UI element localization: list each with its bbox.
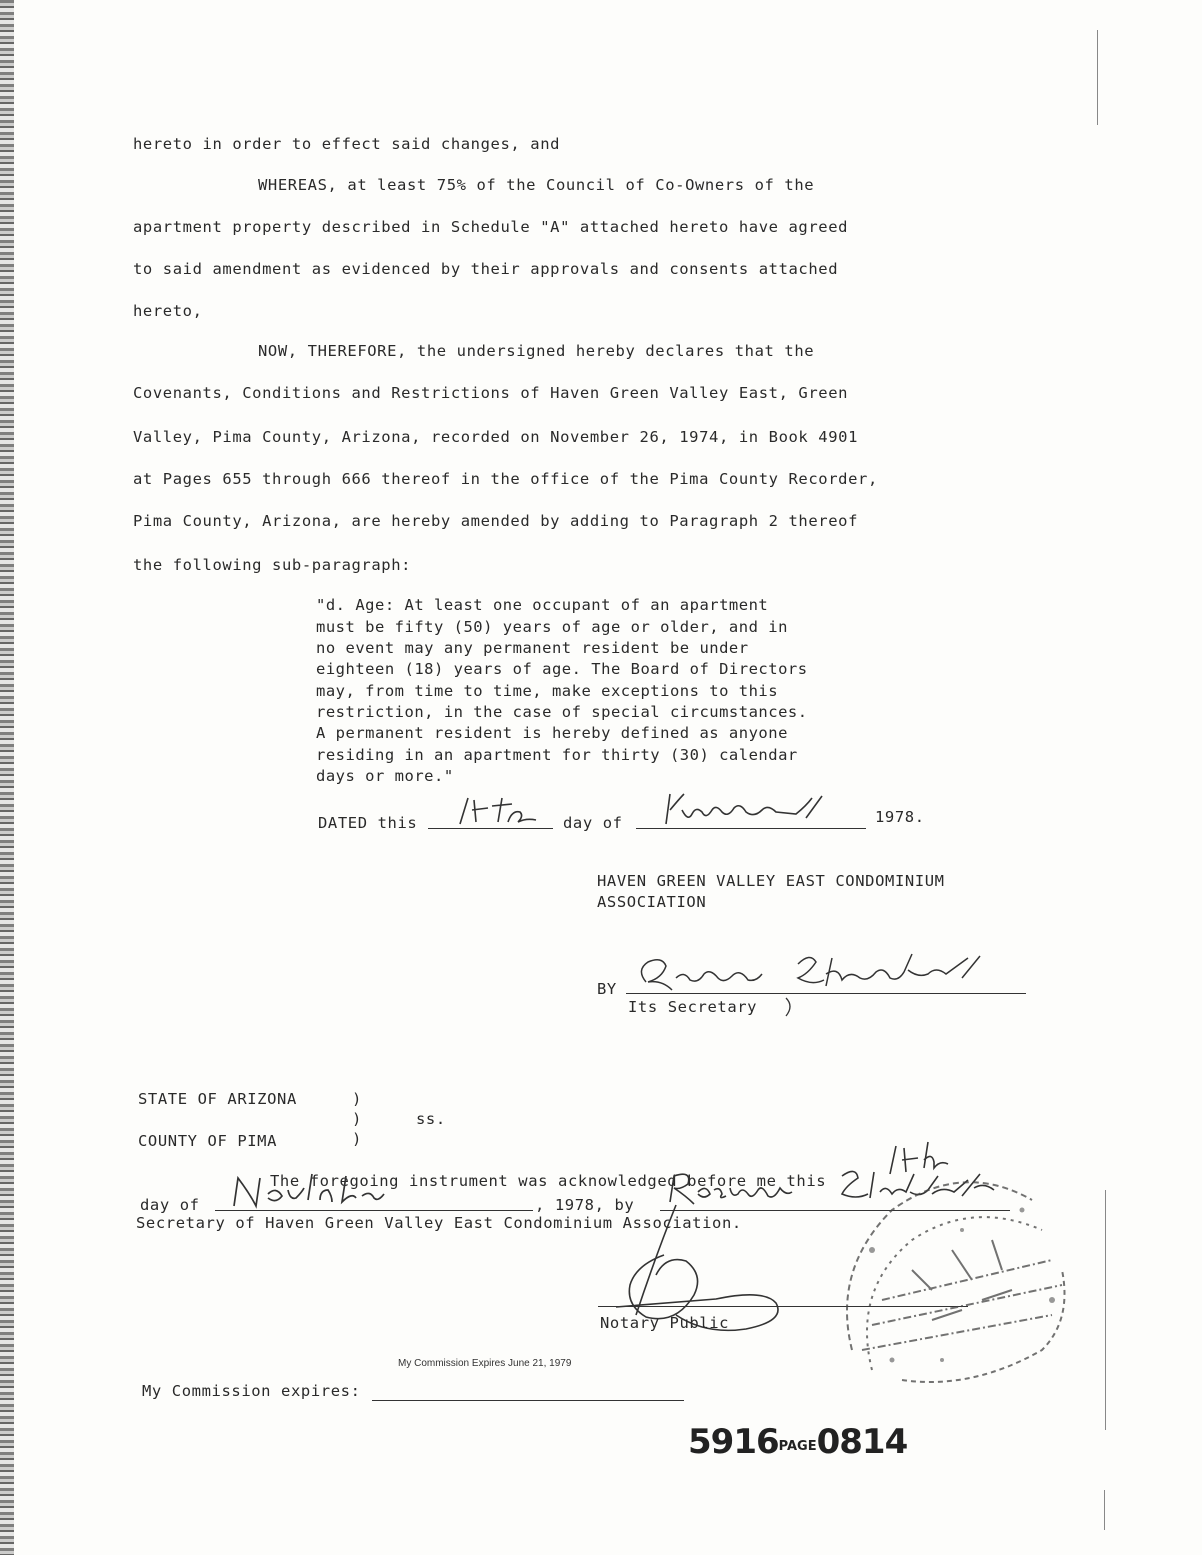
scan-mark	[1104, 1490, 1105, 1530]
book-number: 5916	[688, 1422, 779, 1462]
sub-paragraph-line: no event may any permanent resident be under	[316, 639, 749, 657]
paren: )	[352, 1110, 362, 1128]
dated-month-handwriting	[636, 788, 836, 828]
sub-paragraph-line: restriction, in the case of special circumstances.	[316, 703, 808, 721]
page-label: PAGE	[778, 1439, 817, 1454]
by-label: BY	[597, 980, 617, 998]
commission-label: My Commission expires:	[142, 1382, 361, 1400]
year-by: , 1978, by	[535, 1196, 635, 1214]
its-secretary: Its Secretary	[628, 998, 758, 1016]
sub-paragraph-line: "d. Age: At least one occupant of an apartment	[316, 596, 769, 614]
scan-mark	[1105, 1190, 1106, 1430]
now-therefore-line: Pima County, Arizona, are hereby amended by adding to Paragraph 2 thereof	[133, 512, 859, 530]
sub-paragraph-line: may, from time to time, make exceptions to this	[316, 682, 779, 700]
notary-month-handwriting	[228, 1170, 388, 1210]
secretary-line: Secretary of Haven Green Valley East Condominium Association.	[136, 1214, 742, 1232]
ss-label: ss.	[416, 1110, 446, 1128]
book-page-number	[688, 1422, 907, 1462]
scan-edge	[0, 0, 14, 1555]
body-line: hereto in order to effect said changes, and	[133, 135, 561, 153]
sub-paragraph-line: must be fifty (50) years of age or older, and in	[316, 618, 788, 636]
dated-prefix: DATED this	[318, 814, 418, 832]
commission-blank	[372, 1380, 684, 1401]
county-label: COUNTY OF PIMA	[138, 1132, 278, 1150]
paren: )	[352, 1090, 362, 1108]
page-number: 0814	[816, 1422, 908, 1462]
whereas-line: to said amendment as evidenced by their approvals and consents attached	[133, 260, 839, 278]
association-name-2: ASSOCIATION	[597, 893, 707, 911]
now-therefore-line: the following sub-paragraph:	[133, 556, 412, 574]
notary-public-label: Notary Public	[600, 1314, 730, 1332]
scan-mark	[1097, 30, 1098, 125]
state-label: STATE OF ARIZONA	[138, 1090, 297, 1108]
dated-day-handwriting	[440, 792, 560, 828]
acknowledgement-line: The foregoing instrument was acknowledged before me this	[270, 1172, 827, 1190]
whereas-line: apartment property described in Schedule "A" attached hereto have agreed	[133, 218, 849, 236]
sub-paragraph-line: A permanent resident is hereby defined as anyone	[316, 724, 788, 742]
whereas-line: WHEREAS, at least 75% of the Council of Co-Owners of the	[258, 176, 815, 194]
association-name: HAVEN GREEN VALLEY EAST CONDOMINIUM	[597, 872, 945, 890]
now-therefore-line: at Pages 655 through 666 thereof in the office of the Pima County Recorder,	[133, 470, 878, 488]
now-therefore-line: Covenants, Conditions and Restrictions of Haven Green Valley East, Green	[133, 384, 849, 402]
paren: )	[352, 1130, 362, 1148]
day-of-label: day of	[140, 1196, 200, 1214]
now-therefore-line: Valley, Pima County, Arizona, recorded on November 26, 1974, in Book 4901	[133, 428, 859, 446]
dated-year: 1978.	[875, 808, 925, 826]
now-therefore-line: NOW, THEREFORE, the undersigned hereby declares that the	[258, 342, 815, 360]
notary-seal	[812, 1150, 1082, 1410]
commission-stamp: My Commission Expires June 21, 1979	[398, 1358, 572, 1369]
dated-middle: day of	[563, 814, 623, 832]
whereas-line: hereto,	[133, 302, 203, 320]
sub-paragraph-line: eighteen (18) years of age. The Board of Directors	[316, 660, 808, 678]
secretary-paren-mark	[780, 996, 800, 1018]
sub-paragraph-line: residing in an apartment for thirty (30) calendar	[316, 746, 798, 764]
sub-paragraph-line: days or more."	[316, 767, 454, 785]
association-signature	[628, 950, 1008, 1000]
